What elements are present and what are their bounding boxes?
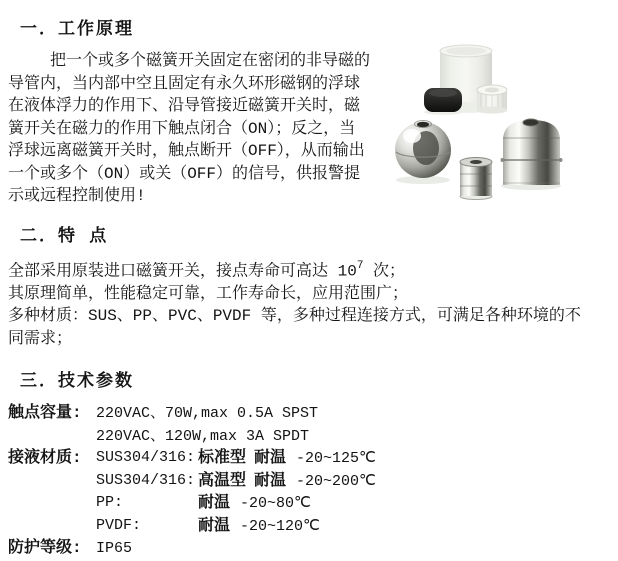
wetted-material-name: PP: <box>96 494 124 511</box>
spec-row-wetted-3 <box>8 492 376 515</box>
principle-line: 示或远程控制使用! <box>8 187 146 205</box>
features-line <box>8 256 581 283</box>
white-ring-float <box>477 85 507 114</box>
principle-line: 在液体浮力的作用下、沿导管接近磁簧开关时，磁 <box>8 97 361 115</box>
section-specs-heading: 三．技术参数 <box>20 373 134 392</box>
principle-line: 把一个或多个磁簧开关固定在密闭的非导磁的 <box>50 52 371 70</box>
features-line: 多种材质：SUS、PP、PVC、PVDF 等，多种过程连接方式，可满足各种环境的不 <box>8 307 581 326</box>
product-photo <box>388 30 618 202</box>
ten-power-superscript: 7 <box>356 260 364 272</box>
principle-paragraph <box>8 50 370 208</box>
wetted-type: 标准型 <box>198 449 247 467</box>
spec-row-contact-2 <box>8 425 376 448</box>
temp-range: -20~125℃ <box>296 450 376 467</box>
spec-row-wetted-2 <box>8 470 376 493</box>
section-principle-heading: 一．工作原理 <box>20 21 134 40</box>
features-line1-prefix: 全部采用原装进口磁簧开关，接点寿命可高达 10 <box>8 262 357 281</box>
specs-table <box>8 402 376 560</box>
temp-resist-label: 耐温 <box>254 449 287 467</box>
principle-line: 导管内，当内部中空且固定有永久环形磁钢的浮球 <box>8 74 361 93</box>
black-plastic-float <box>424 88 462 112</box>
steel-cylinder-float <box>501 119 563 185</box>
protection-grade-value: IP65 <box>96 540 133 557</box>
principle-line: 簧开关在磁力的作用下触点闭合（ON）；反之，当 <box>8 119 356 138</box>
features-list <box>8 256 581 350</box>
principle-line: 浮球远离磁簧开关时，触点断开（OFF），从而输出 <box>8 142 365 160</box>
principle-line: 一个或多个（ON）或关（OFF）的信号，供报警提 <box>8 164 361 183</box>
spec-row-wetted-4 <box>8 515 376 538</box>
contact-capacity-value-1: 220VAC、70W,max 0.5A SPST <box>96 405 319 422</box>
temp-range: -20~80℃ <box>240 495 311 512</box>
spec-row-wetted-1 <box>8 447 376 470</box>
wetted-type: 高温型 <box>198 471 247 490</box>
protection-grade-label: 防护等级: <box>8 539 82 557</box>
steel-mini-cylinder-float <box>460 158 492 200</box>
temp-resist-label: 耐温 <box>198 516 231 535</box>
wetted-material-name: SUS304/316: <box>96 449 196 466</box>
spec-row-contact-1 <box>8 402 376 425</box>
temp-resist-label: 耐温 <box>254 471 287 490</box>
steel-ball-float <box>395 121 451 179</box>
features-line1-suffix: 次； <box>363 262 406 281</box>
wetted-material-name: SUS304/316: <box>96 471 196 489</box>
section-features-heading: 二．特 点 <box>20 228 109 247</box>
temp-range: -20~200℃ <box>296 472 376 490</box>
wetted-material-label: 接液材质: <box>8 449 82 467</box>
temp-resist-label: 耐温 <box>198 494 231 512</box>
contact-capacity-label: 触点容量: <box>8 404 82 422</box>
features-line: 其原理简单，性能稳定可靠，工作寿命长，应用范围广； <box>8 284 409 303</box>
contact-capacity-value-2: 220VAC、120W,max 3A SPDT <box>96 427 310 445</box>
features-line: 同需求； <box>8 329 73 348</box>
wetted-material-name: PVDF: <box>96 516 142 534</box>
temp-range: -20~120℃ <box>240 517 320 535</box>
spec-row-protection <box>8 537 376 560</box>
